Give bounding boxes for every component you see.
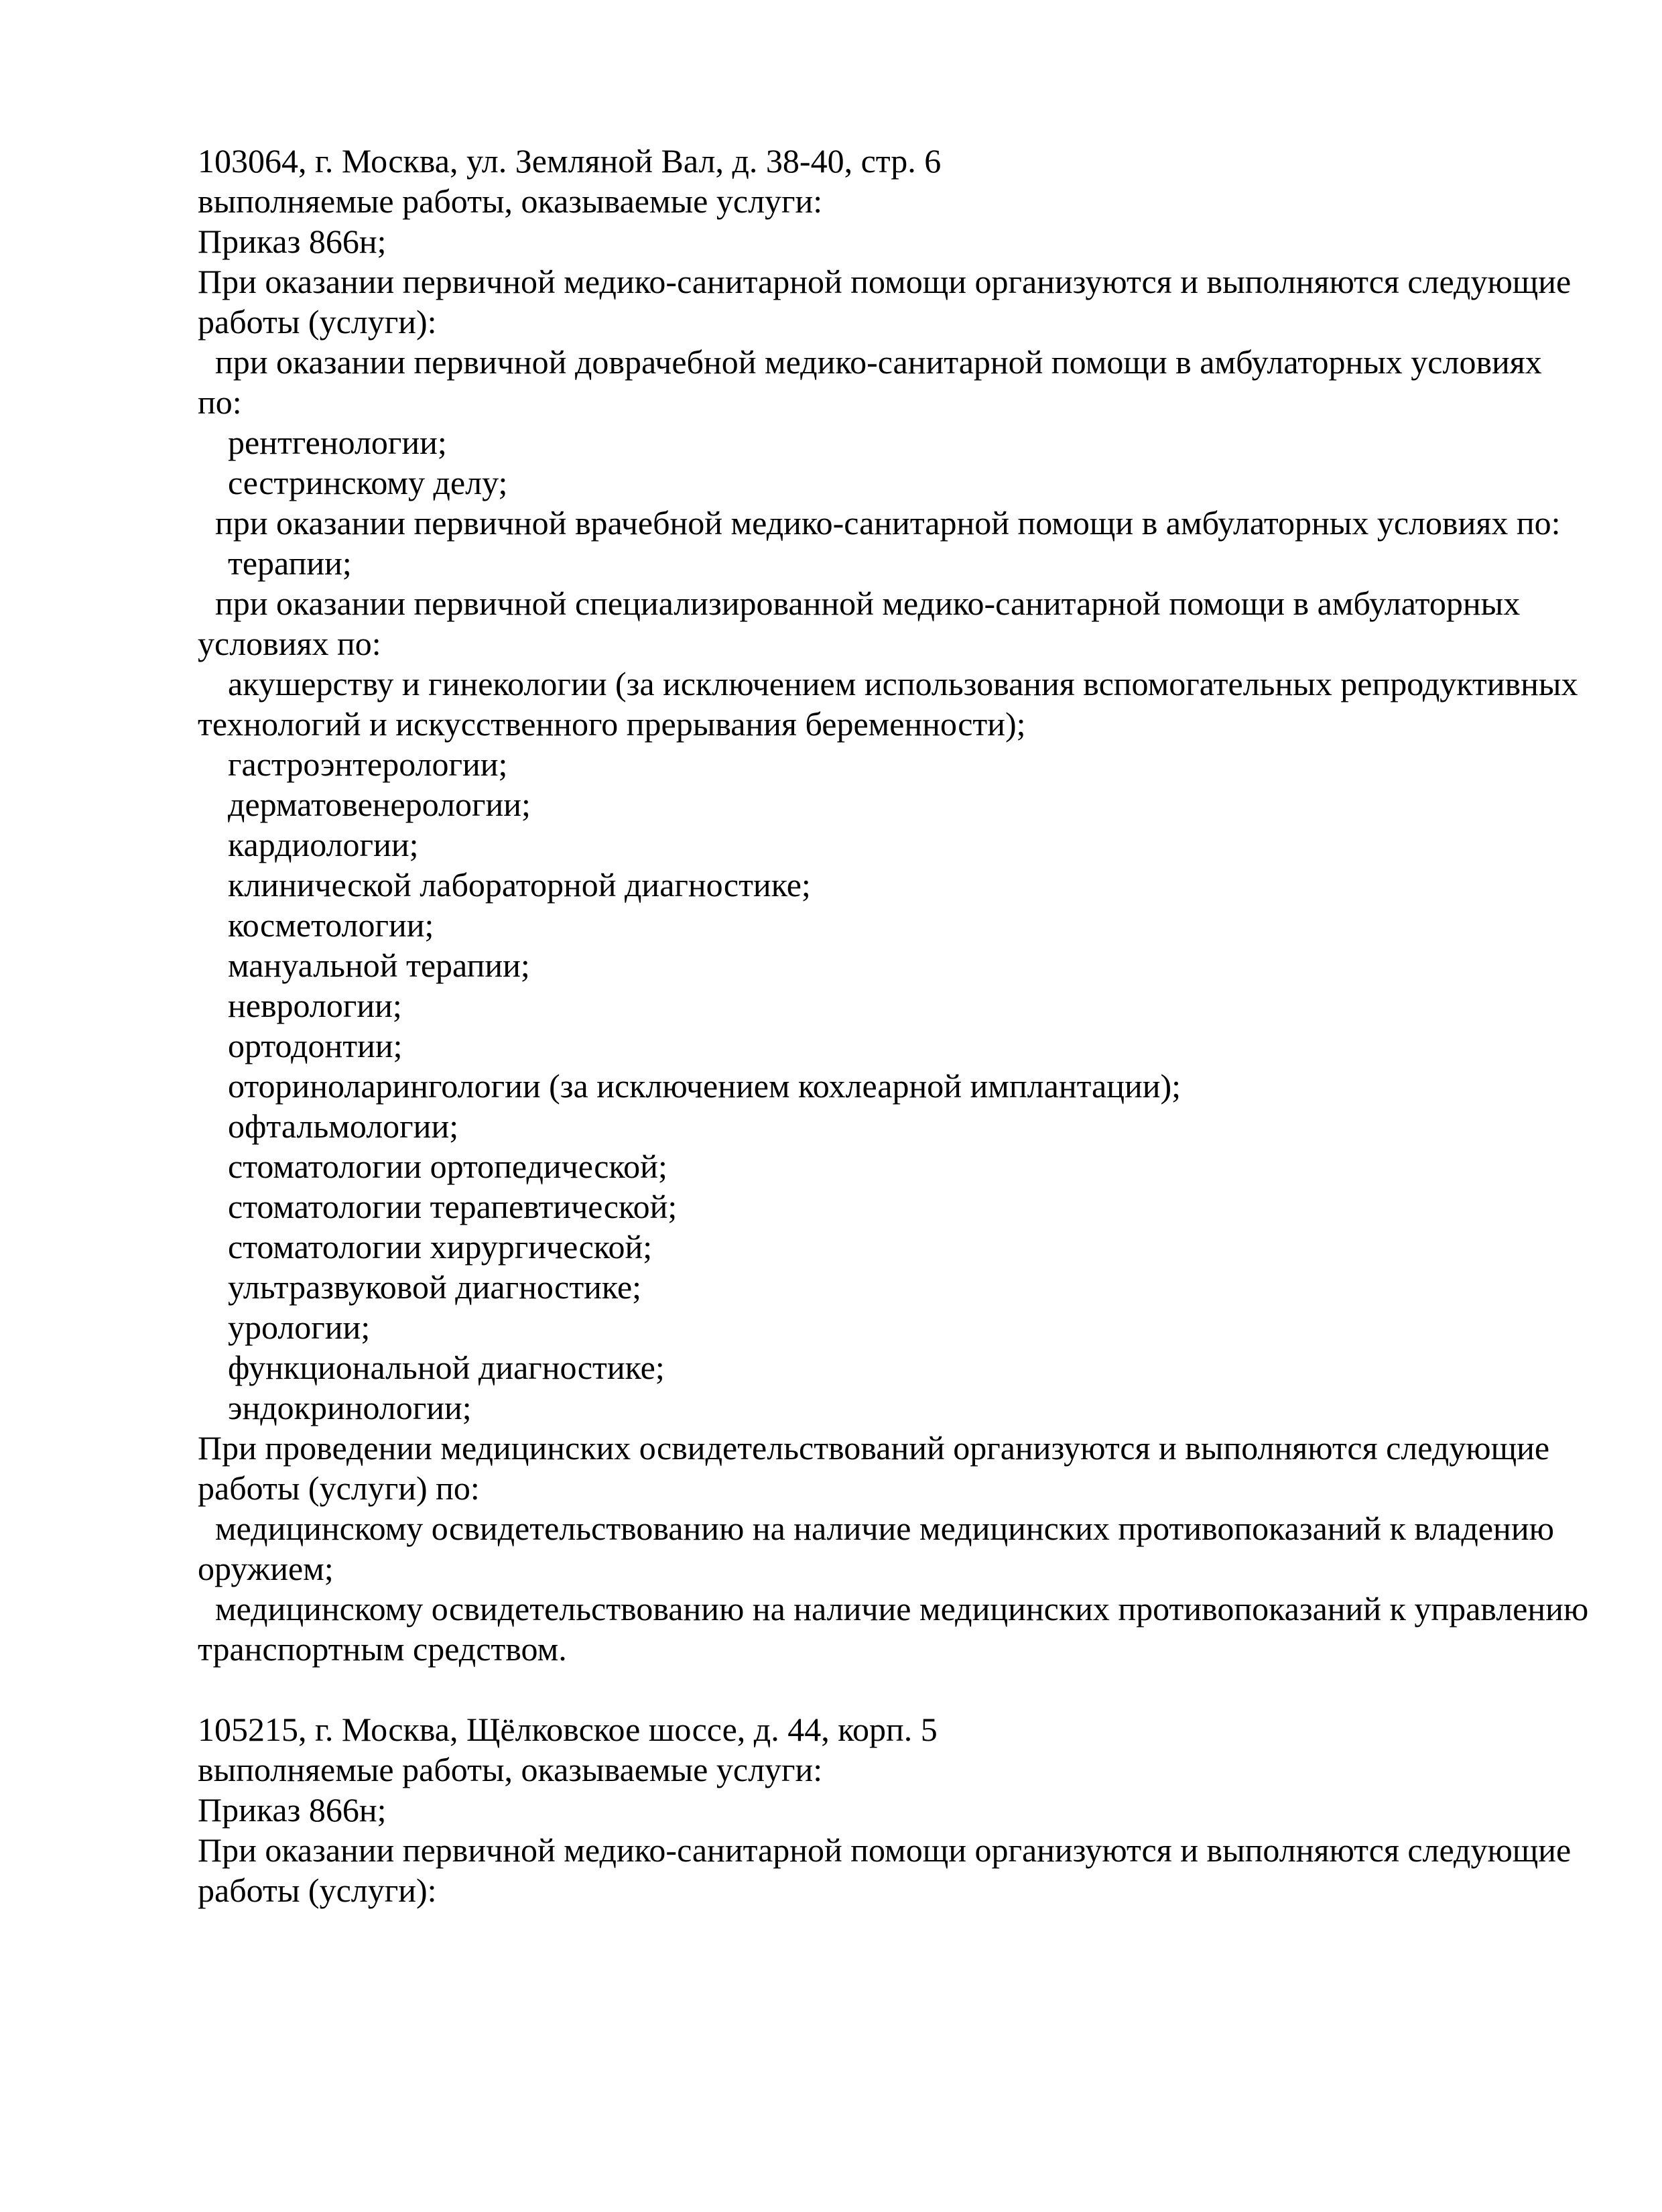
section-header: При оказании первичной медико-санитарной помощи организуются и выполняются следующие <box>198 1831 1572 1869</box>
address-line-1: 103064, г. Москва, ул. Земляной Вал, д. 38-40, стр. 6 <box>198 142 942 180</box>
service-item: терапии; <box>228 544 352 582</box>
services-header: выполняемые работы, оказываемые услуги: <box>198 1751 823 1788</box>
service-item: кардиологии; <box>228 826 419 863</box>
license-text-block <box>198 141 1589 1910</box>
order-reference: Приказ 866н; <box>198 223 387 260</box>
service-item: офтальмологии; <box>228 1107 459 1145</box>
service-item: медицинскому освидетельствованию на наличие медицинских противопоказаний к управлению <box>215 1590 1589 1627</box>
service-item: неврологии; <box>228 987 402 1024</box>
section-header-continuation: работы (услуги): <box>198 1871 437 1909</box>
section-header: При оказании первичной медико-санитарной помощи организуются и выполняются следующие <box>198 263 1572 300</box>
subsection-header: при оказании первичной доврачебной медико-санитарной помощи в амбулаторных условиях <box>215 343 1542 381</box>
service-item: сестринскому делу; <box>228 464 508 501</box>
service-item: рентгенологии; <box>228 424 447 461</box>
service-item: дерматовенерологии; <box>228 786 531 823</box>
service-item: косметологии; <box>228 906 434 944</box>
service-item: мануальной терапии; <box>228 946 530 984</box>
blank-line <box>198 1669 1578 1709</box>
service-item: эндокринологии; <box>228 1389 472 1426</box>
service-item: клинической лабораторной диагностике; <box>228 866 811 904</box>
service-item-continuation: технологий и искусственного прерывания беременности); <box>198 705 1026 743</box>
service-item-continuation: транспортным средством. <box>198 1630 567 1668</box>
service-item: медицинскому освидетельствованию на наличие медицинских противопоказаний к владению <box>215 1510 1554 1547</box>
subsection-header: при оказании первичной врачебной медико-санитарной помощи в амбулаторных условиях по: <box>215 504 1561 542</box>
address-line-2: 105215, г. Москва, Щёлковское шоссе, д. 44, корп. 5 <box>198 1711 938 1748</box>
service-item: стоматологии терапевтической; <box>228 1188 678 1225</box>
service-item: оториноларингологии (за исключением кохлеарной имплантации); <box>228 1067 1181 1105</box>
services-header: выполняемые работы, оказываемые услуги: <box>198 182 823 220</box>
subsection-header-continuation: по: <box>198 383 242 421</box>
section-header-continuation: работы (услуги): <box>198 303 437 341</box>
subsection-header: при оказании первичной специализированной медико-санитарной помощи в амбулаторных <box>215 585 1521 622</box>
service-item: урологии; <box>228 1308 371 1346</box>
service-item-continuation: оружием; <box>198 1550 334 1587</box>
service-item: ортодонтии; <box>228 1027 403 1064</box>
service-item: гастроэнтерологии; <box>228 745 508 783</box>
service-item: функциональной диагностике; <box>228 1349 665 1386</box>
service-item: стоматологии ортопедической; <box>228 1148 667 1185</box>
service-item: стоматологии хирургической; <box>228 1228 653 1266</box>
section-header: При проведении медицинских освидетельствований организуются и выполняются следующие <box>198 1429 1550 1467</box>
service-item: акушерству и гинекологии (за исключением использования вспомогательных репродуктивных <box>228 665 1578 702</box>
order-reference: Приказ 866н; <box>198 1791 387 1829</box>
section-header-continuation: работы (услуги) по: <box>198 1469 480 1507</box>
service-item: ультразвуковой диагностике; <box>228 1268 642 1306</box>
subsection-header-continuation: условиях по: <box>198 625 381 662</box>
